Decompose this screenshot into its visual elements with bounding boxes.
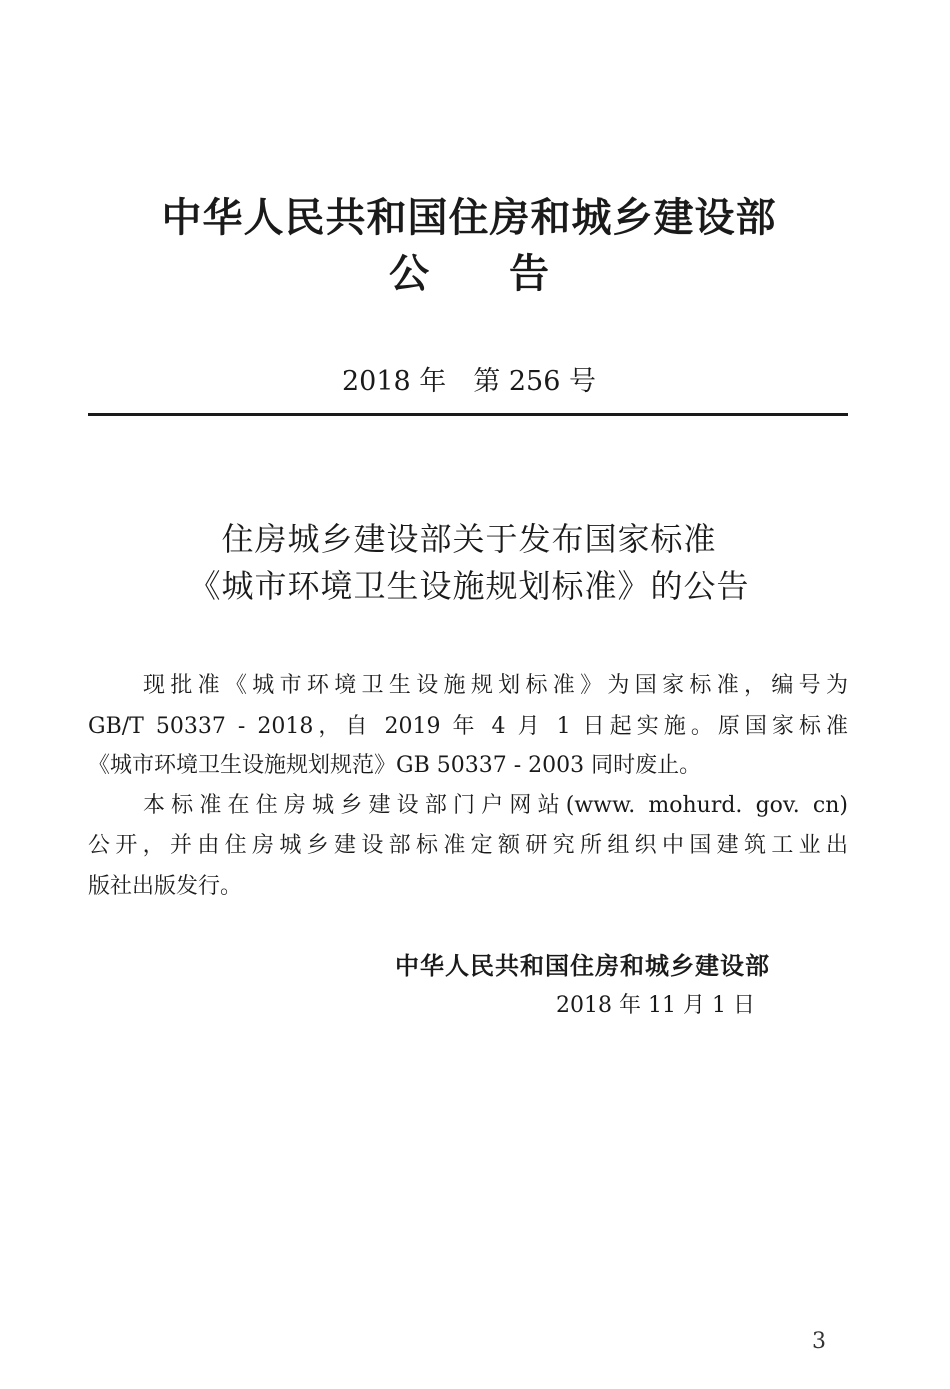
signature-organization: 中华人民共和国住房和城乡建设部 bbox=[395, 952, 770, 980]
notice-heading: 公 告 bbox=[389, 251, 549, 297]
issuer-heading: 中华人民共和国住房和城乡建设部 bbox=[161, 195, 777, 241]
document-number: 2018 年 第 256 号 bbox=[342, 366, 596, 397]
body-line: 版社出版发行。 bbox=[88, 874, 243, 899]
page-number: 3 bbox=[812, 1329, 826, 1354]
notice-title-line-1: 住房城乡建设部关于发布国家标准 bbox=[221, 520, 717, 558]
notice-title-line-2: 《城市环境卫生设施规划标准》的公告 bbox=[188, 567, 750, 605]
body-line: 公开，并由住房城乡建设部标准定额研究所组织中国建筑工业出 bbox=[88, 833, 848, 858]
body-line: 本标准在住房城乡建设部门户网站(www. mohurd. gov. cn) bbox=[143, 793, 848, 818]
body-line: 《城市环境卫生设施规划规范》GB 50337 - 2003 同时废止。 bbox=[88, 753, 702, 778]
body-line: 现批准《城市环境卫生设施规划标准》为国家标准，编号为 bbox=[143, 673, 848, 698]
header-divider bbox=[88, 413, 848, 416]
signature-date: 2018 年 11 月 1 日 bbox=[556, 993, 755, 1018]
body-line: GB/T 50337 - 2018，自 2019 年 4 月 1 日起实施。原国家标准 bbox=[88, 714, 848, 739]
